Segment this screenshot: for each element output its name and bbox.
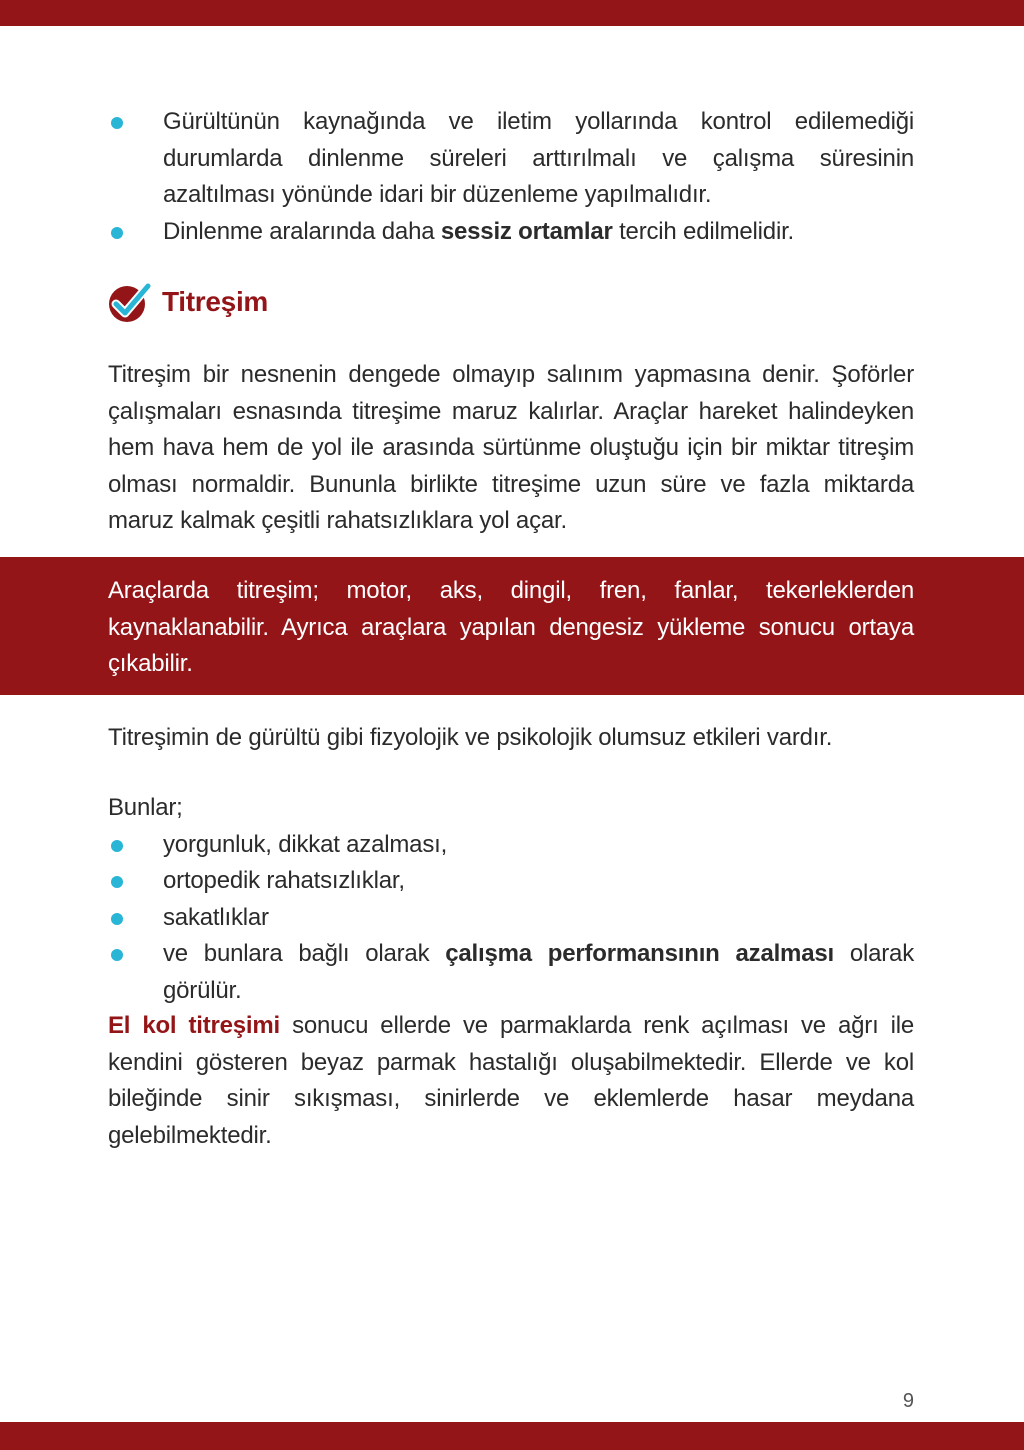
effects-intro: Bunlar; xyxy=(108,794,183,821)
section-title: Titreşim xyxy=(162,286,269,317)
bullet-dot-icon xyxy=(111,949,123,961)
emphasis-term: El kol titreşimi xyxy=(108,1012,281,1039)
effects-section xyxy=(108,790,914,1009)
bullet-dot-icon xyxy=(111,117,123,129)
checkmark-circle-icon xyxy=(108,280,152,324)
highlight-box: Araçlarda titreşim; motor, aks, dingil, fren, fanlar, tekerleklerden kaynaklanabilir. Ayrıca araçlara yapılan dengesiz yükleme sonucu ortaya çıkabilir. xyxy=(0,557,1024,695)
bullet-dot-icon xyxy=(111,840,123,852)
list-item: sakatlıklar xyxy=(108,900,914,937)
list-item: ortopedik rahatsızlıklar, xyxy=(108,863,914,900)
list-item: Gürültünün kaynağında ve iletim yollarında kontrol edilemediği durumlarda dinlenme süreleri arttırılmalı ve çalışma süresinin azaltılması yönünde idari bir düzenleme yapılmalıdır. xyxy=(108,104,914,214)
list-item: ve bunlara bağlı olarak çalışma performansının azalması olarak görülür. xyxy=(108,936,914,1009)
page-number: 9 xyxy=(902,1390,914,1412)
bottom-border-bar xyxy=(0,1422,1024,1450)
paragraph-definition: Titreşim bir nesnenin dengede olmayıp salınım yapmasına denir. Şoförler çalışmaları esnasında titreşime maruz kalırlar. Araçlar hareket halindeyken hem hava hem de yol ile arasında sürtünme oluştuğu için bir miktar titreşim olması normaldir. Bununla birlikte titreşime uzun süre ve fazla miktarda maruz kalmak çeşitli rahatsızlıklara yol açar. xyxy=(108,361,914,534)
intro-bullet-list xyxy=(108,104,914,250)
paragraph-effects: Titreşimin de gürültü gibi fizyolojik ve psikolojik olumsuz etkileri vardır. xyxy=(108,724,833,751)
bullet-dot-icon xyxy=(111,913,123,925)
paragraph-hand-arm-vibration: El kol titreşimi sonucu ellerde ve parmaklarda renk açılması ve ağrı ile kendini gösteren beyaz parmak hastalığı oluşabilmektedir. Ellerde ve kol bileğinde sinir sıkışması, sinirlerde ve eklemlerde hasar meydana gelebilmektedir. xyxy=(108,1012,914,1149)
list-item: Dinlenme aralarında daha sessiz ortamlar tercih edilmelidir. xyxy=(108,214,914,251)
bullet-dot-icon xyxy=(111,227,123,239)
top-border-bar xyxy=(0,0,1024,26)
section-heading xyxy=(108,280,268,324)
bullet-dot-icon xyxy=(111,876,123,888)
list-item: yorgunluk, dikkat azalması, xyxy=(108,827,914,864)
